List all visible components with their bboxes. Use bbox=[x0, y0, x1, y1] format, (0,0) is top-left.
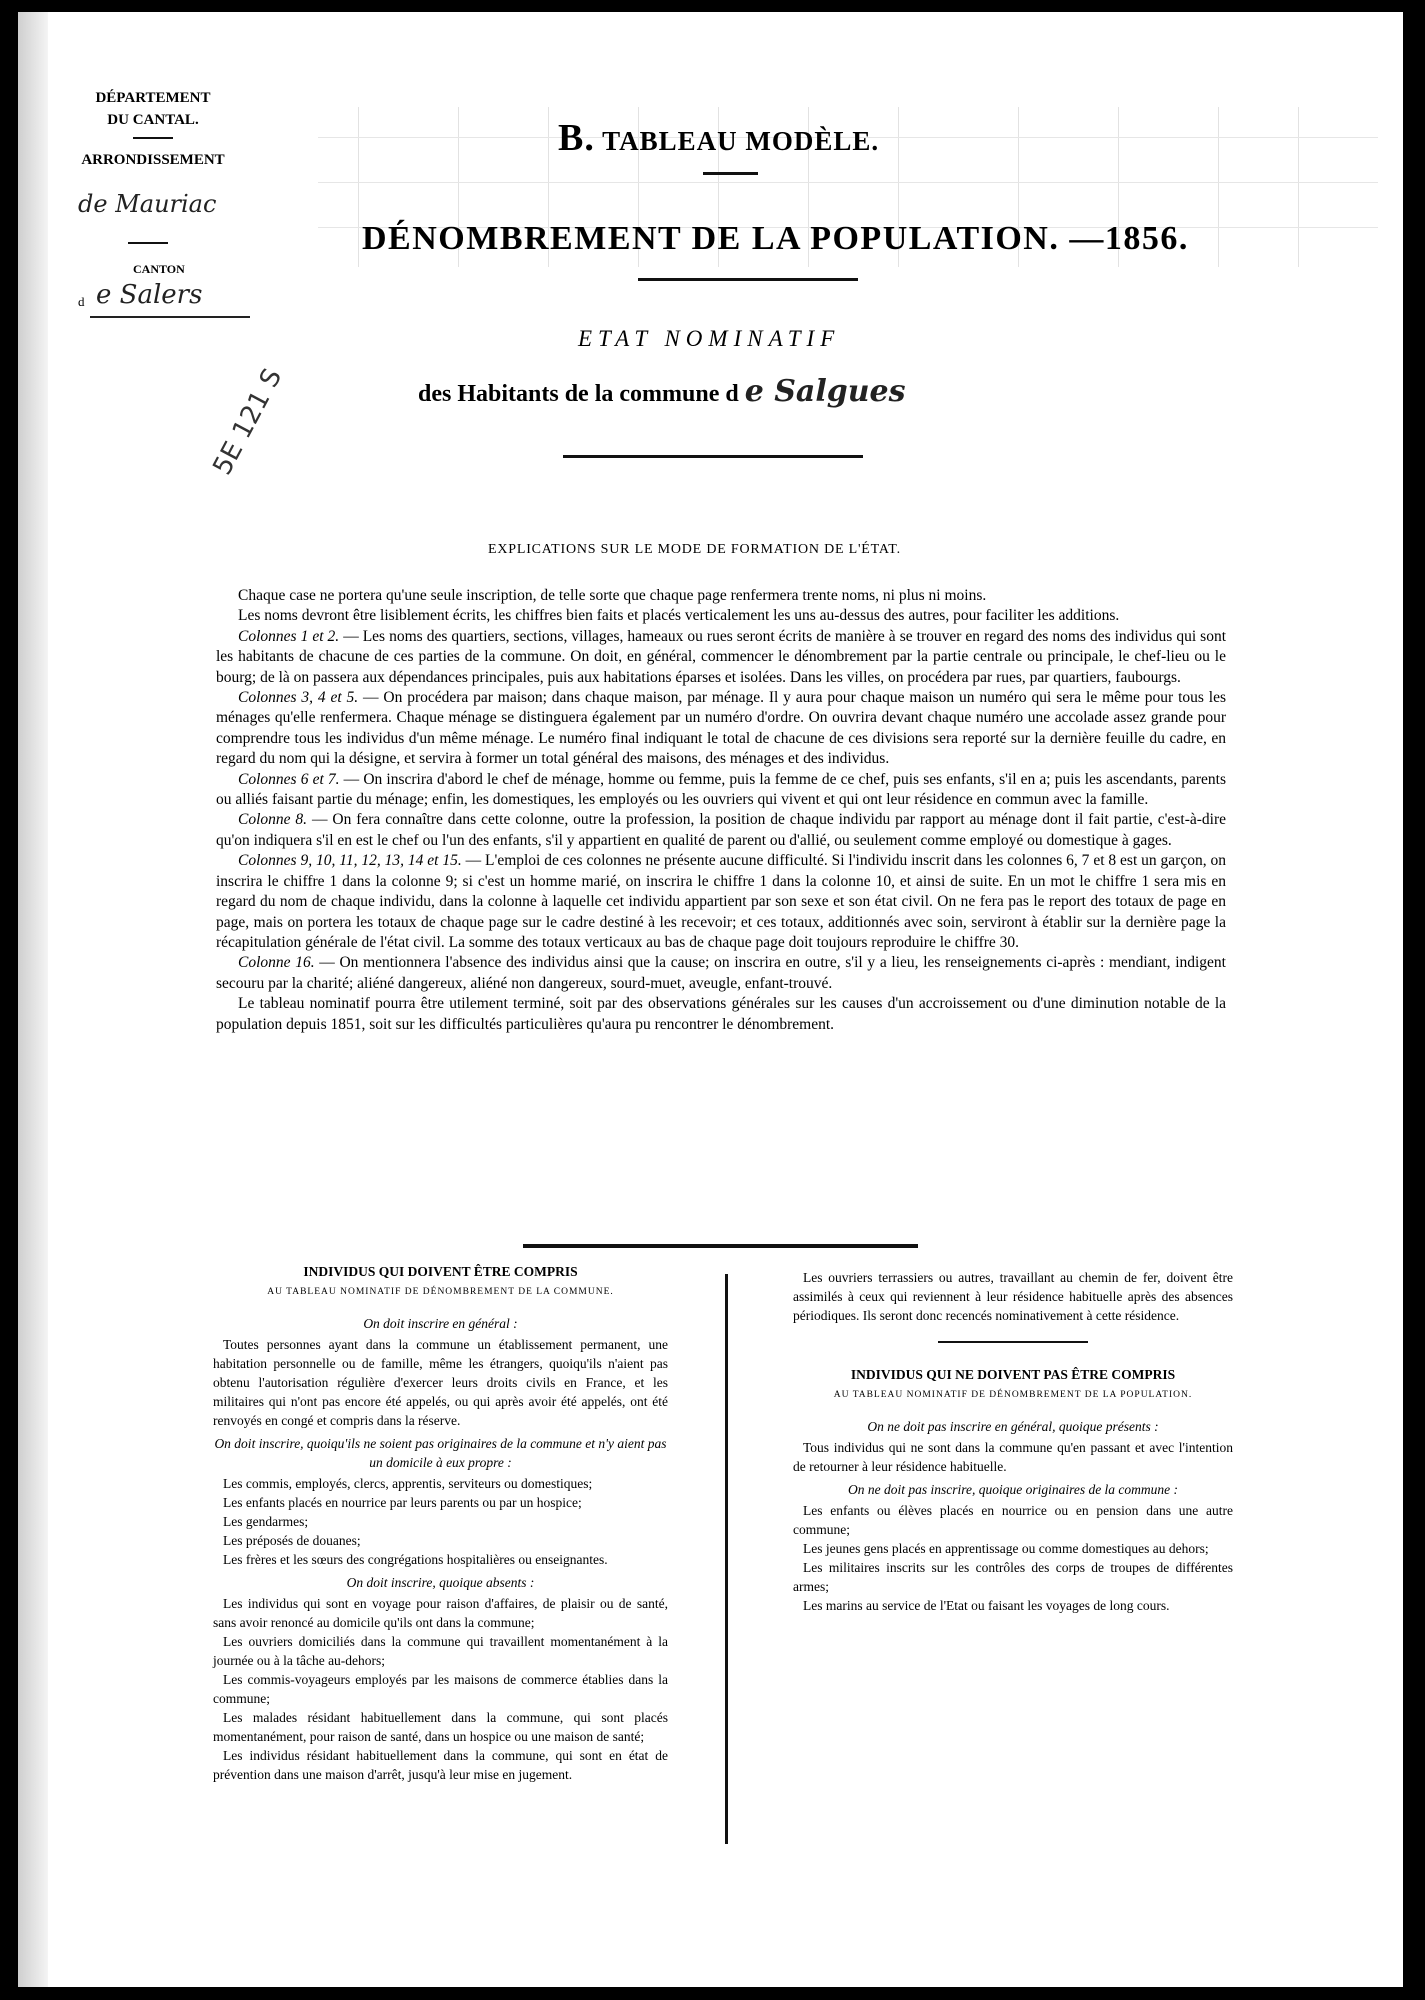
explication-paragraph bbox=[216, 770, 1226, 811]
list-item: Les frères et les sœurs des congrégations hospitalières ou enseignantes. bbox=[223, 1552, 608, 1567]
commune-label: des Habitants de la commune d bbox=[418, 381, 739, 407]
explication-text: — On procédera par maison; dans chaque maison, par ménage. Il y aura pour chaque maison un numéro qui sera le même pour tous les ménages qu'elle renfermera. Chaque ménage se distinguera également par un numéro d'ordre. On ouvrira devant chaque numéro une accolade assez grande pour comprendre tous les individus d'un même ménage. Le numéro final indiquant le total de chacune de ces divisions sera reporté sur la dernière feuille du cadre, en regard du nom qui la désigne, et servira à former un total général des maisons, des ménages et des individus. bbox=[216, 689, 1226, 768]
non-compris-heading-1: On ne doit pas inscrire en général, quoique présents : bbox=[867, 1419, 1159, 1434]
compris-heading-1: On doit inscrire en général : bbox=[363, 1316, 518, 1331]
archive-stamp: 5E 121 S bbox=[207, 363, 289, 481]
compris-column bbox=[213, 1262, 668, 1784]
list-item: Les individus résidant habituellement dans la commune, qui sont en état de prévention dans une maison d'arrêt, jusqu'à leur mise en jugement. bbox=[213, 1748, 668, 1782]
departement-label: DÉPARTEMENT bbox=[95, 90, 211, 106]
explication-paragraph bbox=[216, 627, 1226, 688]
explication-text: Les noms devront être lisiblement écrits, les chiffres bien faits et placés verticalement les uns au-dessus des autres, pour faciliter les additions. bbox=[238, 607, 1120, 625]
explication-text: — Les noms des quartiers, sections, villages, hameaux ou rues seront écrits de manière à se trouver en regard des noms des individus qui sont les habitants de chacune de ces parties de la commune. On doit, en général, commencer le dénombrement par la partie centrale ou principale, le chef-lieu ou le bourg; de là on passera aux dépendances principales, puis aux habitations éparses et isolées. Dans les villes, on procédera par rues, par quartiers, faubourgs. bbox=[216, 627, 1226, 686]
list-item: Les malades résidant habituellement dans la commune, qui sont placés momentanément, pour raison de santé, dans un hospice ou une maison de santé; bbox=[213, 1710, 668, 1744]
explication-paragraph bbox=[216, 810, 1226, 851]
canton-label: CANTON bbox=[133, 262, 185, 276]
explication-lead: Colonnes 3, 4 et 5. bbox=[238, 689, 359, 707]
explication-paragraph bbox=[216, 953, 1226, 994]
explication-paragraph bbox=[216, 586, 1226, 606]
explication-text: Chaque case ne portera qu'une seule inscription, de telle sorte que chaque page renfermera trente noms, ni plus ni moins. bbox=[238, 587, 987, 604]
arrondissement-label: ARRONDISSEMENT bbox=[81, 152, 225, 168]
canton-underline bbox=[90, 316, 250, 318]
explication-text: — On fera connaître dans cette colonne, outre la profession, la position de chaque individu par rapport au ménage dont il fait partie, c'est-à-dire qu'on indiquera s'il en est le chef ou l'un des enfants, s'il y appartient en qualité de parent ou d'allié, ou seulement comme employé ou domestique à gages. bbox=[216, 811, 1226, 849]
non-compris-column bbox=[793, 1268, 1233, 1615]
title-rule bbox=[703, 172, 758, 175]
list-item: Les préposés de douanes; bbox=[223, 1533, 361, 1548]
non-compris-title: INDIVIDUS QUI NE DOIVENT PAS ÊTRE COMPRIS bbox=[850, 1367, 1176, 1382]
explication-text: — On inscrira d'abord le chef de ménage, homme ou femme, puis la femme de ce chef, puis ses enfants, s'il en a; puis les ascendants, parents ou alliés faisant partie du ménage; enfin, les domestiques, les employés ou les ouvriers qui vivent et qui ont leur résidence en commun avec la famille. bbox=[216, 770, 1226, 809]
compris-subtitle: AU TABLEAU NOMINATIF DE DÉNOMBREMENT DE LA COMMUNE. bbox=[267, 1287, 614, 1297]
compris-paragraph-1: Toutes personnes ayant dans la commune un établissement permanent, une habitation personnelle ou de famille, même les étrangers, quoiqu'ils n'aient pas obtenu l'autorisation régulière d'exercer leurs droits civils en France, et les militaires qui n'ont pas encore été appelés, ou qui après avoir été appelés, ont été renvoyés en congé et compris dans la réserve. bbox=[213, 1337, 668, 1428]
explication-lead: Colonnes 6 et 7. bbox=[238, 770, 340, 788]
explication-text: — On mentionnera l'absence des individus ainsi que la cause; on inscrira en outre, s'il y a lieu, les renseignements ci-après : mendiant, indigent secouru par la charité; aliéné dangereux, aliéné non dangereux, sourd-muet, aveugle, enfant-trouvé. bbox=[216, 954, 1226, 992]
page-title: DÉNOMBREMENT DE LA POPULATION. —1856. bbox=[362, 220, 1189, 257]
tableau-letter: B. bbox=[558, 117, 595, 159]
commune-underline bbox=[563, 455, 863, 458]
explication-paragraph bbox=[216, 994, 1226, 1035]
list-item: Les commis-voyageurs employés par les maisons de commerce établies dans la commune; bbox=[213, 1672, 668, 1706]
etat-nominatif: ETAT NOMINATIF bbox=[578, 326, 841, 351]
title-underline bbox=[638, 278, 858, 281]
ornament-rule bbox=[938, 1341, 1088, 1343]
tableau-modele-title bbox=[558, 116, 879, 160]
explications-body bbox=[216, 586, 1226, 1035]
binding-spine bbox=[18, 12, 48, 1987]
compris-list-3 bbox=[213, 1594, 668, 1784]
explication-lead: Colonne 8. bbox=[238, 811, 308, 829]
list-item: Les jeunes gens placés en apprentissage ou comme domestiques au dehors; bbox=[803, 1541, 1209, 1556]
compris-list-2 bbox=[213, 1474, 668, 1569]
non-compris-paragraph-1: Tous individus qui ne sont dans la commune qu'en passant et avec l'intention de retourner à leur résidence habituelle. bbox=[793, 1440, 1233, 1474]
commune-line bbox=[418, 374, 906, 409]
tableau-text: TABLEAU MODÈLE. bbox=[602, 126, 880, 156]
explications-title: EXPLICATIONS SUR LE MODE DE FORMATION DE L'ÉTAT. bbox=[488, 542, 901, 557]
list-item: Les ouvriers domiciliés dans la commune qui travaillent momentanément à la journée ou à la tâche au-dehors; bbox=[213, 1634, 668, 1668]
compris-heading-3: On doit inscrire, quoique absents : bbox=[346, 1575, 535, 1590]
explication-paragraph bbox=[216, 851, 1226, 953]
section-separator bbox=[523, 1244, 918, 1248]
explication-text: — L'emploi de ces colonnes ne présente aucune difficulté. Si l'individu inscrit dans les colonnes 6, 7 et 8 est un garçon, on inscrira le chiffre 1 dans la colonne 9; si c'est un homme marié, on inscrira le chiffre 1 dans la colonne 10, et ainsi de suite. En un mot le chiffre 1 sera mis en regard du nom de chaque individu, dans la colonne à laquelle cet individu appartient par son sexe et son état civil. On ne fera pas le report des totaux de page en page, mais on portera les totaux de chaque page sur le cadre destiné à les recevoir; et ces totaux, additionnés avec soin, serviront à établir sur la dernière page la récapitulation générale de l'état civil. La somme des totaux verticaux au bas de chaque page doit toujours reproduire le chiffre 30. bbox=[216, 852, 1226, 951]
list-item: Les enfants ou élèves placés en nourrice ou en pension dans une autre commune; bbox=[793, 1503, 1233, 1537]
compris-title: INDIVIDUS QUI DOIVENT ÊTRE COMPRIS bbox=[303, 1264, 578, 1279]
explication-lead: Colonnes 9, 10, 11, 12, 13, 14 et 15. bbox=[238, 852, 462, 870]
commune-handwriting: e Salgues bbox=[744, 374, 906, 409]
chemin-de-fer-paragraph: Les ouvriers terrassiers ou autres, travaillant au chemin de fer, doivent être assimilés à ceux qui reviennent à leur résidence habituelle après des absences périodiques. Ils seront donc recencés nominativement à cette résidence. bbox=[793, 1270, 1233, 1323]
canton-handwriting: e Salers bbox=[96, 280, 203, 310]
column-divider bbox=[725, 1274, 728, 1844]
explication-paragraph bbox=[216, 606, 1226, 626]
explication-text: Le tableau nominatif pourra être utilement terminé, soit par des observations générales sur les causes d'un accroissement ou d'une diminution notable de la population depuis 1851, soit sur les difficultés particulières qu'aura pu rencontrer le dénombrement. bbox=[216, 995, 1226, 1033]
list-item: Les marins au service de l'Etat ou faisant les voyages de long cours. bbox=[803, 1598, 1170, 1613]
list-item: Les enfants placés en nourrice par leurs parents ou par un hospice; bbox=[223, 1495, 582, 1510]
compris-heading-2: On doit inscrire, quoiqu'ils ne soient pas originaires de la commune et n'y aient pas un domicile à eux propre : bbox=[214, 1436, 667, 1470]
departement-name: DU CANTAL. bbox=[107, 112, 199, 128]
department-block bbox=[73, 87, 233, 171]
non-compris-subtitle: AU TABLEAU NOMINATIF DE DÉNOMBREMENT DE LA POPULATION. bbox=[833, 1390, 1193, 1400]
list-item: Les militaires inscrits sur les contrôles des corps de troupes de différentes armes; bbox=[793, 1560, 1233, 1594]
explication-paragraph bbox=[216, 688, 1226, 770]
explication-lead: Colonne 16. bbox=[238, 954, 315, 972]
canton-prefix: d bbox=[78, 294, 85, 309]
list-item: Les individus qui sont en voyage pour raison d'affaires, de plaisir ou de santé, sans avoir renoncé au domicile qu'ils ont dans la commune; bbox=[213, 1596, 668, 1630]
arrondissement-handwriting: de Mauriac bbox=[78, 190, 217, 218]
list-item: Les commis, employés, clercs, apprentis, serviteurs ou domestiques; bbox=[223, 1476, 593, 1491]
list-item: Les gendarmes; bbox=[223, 1514, 309, 1529]
non-compris-list bbox=[793, 1501, 1233, 1615]
document-page bbox=[18, 12, 1403, 1987]
non-compris-heading-2: On ne doit pas inscrire, quoique originaires de la commune : bbox=[847, 1482, 1179, 1497]
explication-lead: Colonnes 1 et 2. bbox=[238, 627, 340, 645]
